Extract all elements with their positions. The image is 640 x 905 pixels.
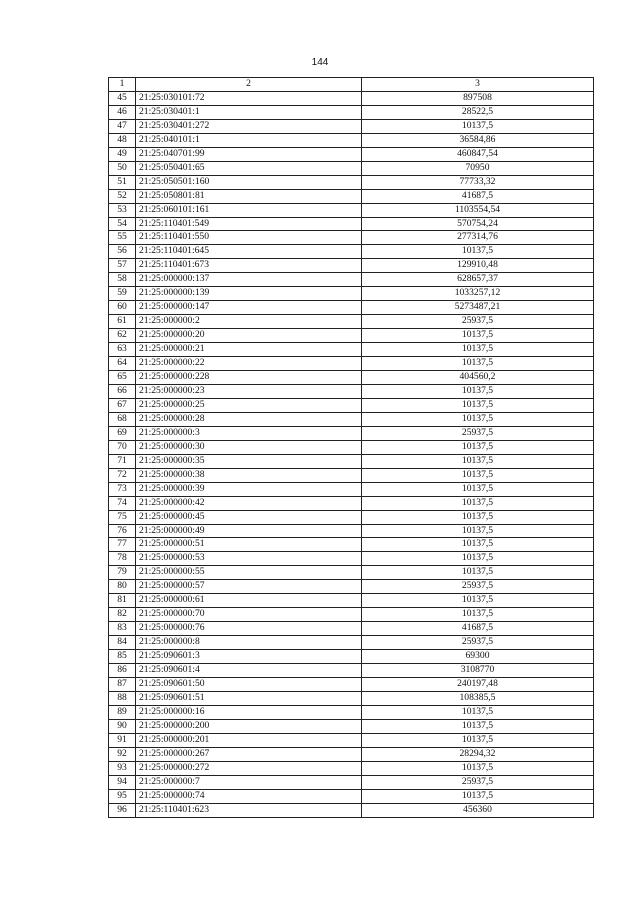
- table-row: [109, 147, 594, 161]
- row-number: 85: [109, 650, 136, 664]
- row-number: 47: [109, 119, 136, 133]
- table-row: [109, 719, 594, 733]
- row-number: 59: [109, 287, 136, 301]
- cadastral-value: 277314,76: [362, 231, 594, 245]
- table-row: [109, 468, 594, 482]
- cadastral-number: 21:25:000000:42: [136, 496, 362, 510]
- row-number: 81: [109, 594, 136, 608]
- cadastral-number: 21:25:000000:8: [136, 636, 362, 650]
- cadastral-number: 21:25:000000:20: [136, 329, 362, 343]
- row-number: 78: [109, 552, 136, 566]
- table-row: [109, 217, 594, 231]
- table-row: [109, 245, 594, 259]
- cadastral-number: 21:25:000000:45: [136, 510, 362, 524]
- table-row: [109, 301, 594, 315]
- row-number: 88: [109, 691, 136, 705]
- cadastral-number: 21:25:110401:645: [136, 245, 362, 259]
- table-row: [109, 622, 594, 636]
- row-number: 92: [109, 747, 136, 761]
- row-number: 72: [109, 468, 136, 482]
- table-row: [109, 636, 594, 650]
- table-row: [109, 440, 594, 454]
- cadastral-number: 21:25:000000:2: [136, 315, 362, 329]
- cadastral-value: 36584,86: [362, 133, 594, 147]
- cadastral-number: 21:25:000000:23: [136, 384, 362, 398]
- row-number: 83: [109, 622, 136, 636]
- table-header-row: [109, 78, 594, 92]
- row-number: 61: [109, 315, 136, 329]
- table-row: [109, 705, 594, 719]
- row-number: 96: [109, 803, 136, 817]
- row-number: 49: [109, 147, 136, 161]
- cadastral-value: 10137,5: [362, 496, 594, 510]
- table-row: [109, 482, 594, 496]
- cadastral-number: 21:25:000000:35: [136, 454, 362, 468]
- column-header-2: 2: [136, 78, 362, 92]
- table-row: [109, 343, 594, 357]
- table-row: [109, 761, 594, 775]
- row-number: 76: [109, 524, 136, 538]
- table-row: [109, 315, 594, 329]
- cadastral-number: 21:25:000000:76: [136, 622, 362, 636]
- cadastral-value: 628657,37: [362, 273, 594, 287]
- cadastral-number: 21:25:050501:160: [136, 175, 362, 189]
- cadastral-value: 41687,5: [362, 189, 594, 203]
- cadastral-number: 21:25:000000:16: [136, 705, 362, 719]
- cadastral-number: 21:25:030101:72: [136, 91, 362, 105]
- table-row: [109, 454, 594, 468]
- cadastral-number: 21:25:000000:55: [136, 566, 362, 580]
- table-row: [109, 775, 594, 789]
- cadastral-number: 21:25:090601:4: [136, 664, 362, 678]
- table-row: [109, 594, 594, 608]
- table-row: [109, 664, 594, 678]
- cadastral-number: 21:25:000000:22: [136, 357, 362, 371]
- row-number: 66: [109, 384, 136, 398]
- row-number: 80: [109, 580, 136, 594]
- row-number: 45: [109, 91, 136, 105]
- table-row: [109, 119, 594, 133]
- row-number: 70: [109, 440, 136, 454]
- cadastral-number: 21:25:090601:51: [136, 691, 362, 705]
- cadastral-number: 21:25:000000:228: [136, 371, 362, 385]
- cadastral-number: 21:25:000000:25: [136, 398, 362, 412]
- cadastral-number: 21:25:000000:267: [136, 747, 362, 761]
- row-number: 79: [109, 566, 136, 580]
- table-row: [109, 203, 594, 217]
- cadastral-value: 77733,32: [362, 175, 594, 189]
- cadastral-number: 21:25:060101:161: [136, 203, 362, 217]
- cadastral-value: 460847,54: [362, 147, 594, 161]
- row-number: 50: [109, 161, 136, 175]
- cadastral-value: 10137,5: [362, 761, 594, 775]
- cadastral-number: 21:25:040101:1: [136, 133, 362, 147]
- cadastral-number: 21:25:050801:81: [136, 189, 362, 203]
- cadastral-value: 3108770: [362, 664, 594, 678]
- cadastral-number: 21:25:000000:70: [136, 608, 362, 622]
- cadastral-number: 21:25:030401:1: [136, 105, 362, 119]
- row-number: 52: [109, 189, 136, 203]
- cadastral-number: 21:25:110401:549: [136, 217, 362, 231]
- table-row: [109, 747, 594, 761]
- row-number: 91: [109, 733, 136, 747]
- column-header-3: 3: [362, 78, 594, 92]
- row-number: 89: [109, 705, 136, 719]
- cadastral-number: 21:25:000000:200: [136, 719, 362, 733]
- page-number: 144: [311, 57, 329, 68]
- cadastral-value: 129910,48: [362, 259, 594, 273]
- cadastral-number: 21:25:000000:53: [136, 552, 362, 566]
- row-number: 48: [109, 133, 136, 147]
- table-row: [109, 524, 594, 538]
- cadastral-value: 10137,5: [362, 245, 594, 259]
- cadastral-value: 10137,5: [362, 566, 594, 580]
- row-number: 94: [109, 775, 136, 789]
- row-number: 77: [109, 538, 136, 552]
- table-row: [109, 189, 594, 203]
- cadastral-value: 10137,5: [362, 608, 594, 622]
- cadastral-value: 69300: [362, 650, 594, 664]
- row-number: 60: [109, 301, 136, 315]
- row-number: 86: [109, 664, 136, 678]
- row-number: 69: [109, 426, 136, 440]
- table-body: [109, 78, 594, 818]
- cadastral-number: 21:25:040701:99: [136, 147, 362, 161]
- cadastral-value: 10137,5: [362, 412, 594, 426]
- table-row: [109, 329, 594, 343]
- cadastral-value: 897508: [362, 91, 594, 105]
- table-row: [109, 803, 594, 817]
- row-number: 67: [109, 398, 136, 412]
- table-row: [109, 580, 594, 594]
- cadastral-value: 570754,24: [362, 217, 594, 231]
- table-row: [109, 384, 594, 398]
- cadastral-value: 5273487,21: [362, 301, 594, 315]
- cadastral-number: 21:25:000000:3: [136, 426, 362, 440]
- cadastral-value: 28522,5: [362, 105, 594, 119]
- table-row: [109, 133, 594, 147]
- cadastral-value-table: [108, 77, 594, 818]
- table-row: [109, 426, 594, 440]
- cadastral-value: 10137,5: [362, 789, 594, 803]
- table-row: [109, 677, 594, 691]
- table-row: [109, 175, 594, 189]
- cadastral-value: 10137,5: [362, 440, 594, 454]
- cadastral-number: 21:25:000000:137: [136, 273, 362, 287]
- row-number: 90: [109, 719, 136, 733]
- table-row: [109, 371, 594, 385]
- row-number: 75: [109, 510, 136, 524]
- row-number: 64: [109, 357, 136, 371]
- table-row: [109, 552, 594, 566]
- cadastral-value: 10137,5: [362, 357, 594, 371]
- table-row: [109, 510, 594, 524]
- cadastral-number: 21:25:000000:49: [136, 524, 362, 538]
- cadastral-number: 21:25:000000:38: [136, 468, 362, 482]
- cadastral-value: 10137,5: [362, 733, 594, 747]
- cadastral-value: 10137,5: [362, 384, 594, 398]
- table-row: [109, 538, 594, 552]
- cadastral-number: 21:25:000000:28: [136, 412, 362, 426]
- row-number: 53: [109, 203, 136, 217]
- row-number: 62: [109, 329, 136, 343]
- cadastral-value: 41687,5: [362, 622, 594, 636]
- column-header-1: 1: [109, 78, 136, 92]
- cadastral-number: 21:25:000000:201: [136, 733, 362, 747]
- table-row: [109, 398, 594, 412]
- row-number: 68: [109, 412, 136, 426]
- table-row: [109, 412, 594, 426]
- cadastral-number: 21:25:000000:74: [136, 789, 362, 803]
- row-number: 93: [109, 761, 136, 775]
- cadastral-value: 10137,5: [362, 719, 594, 733]
- cadastral-number: 21:25:050401:65: [136, 161, 362, 175]
- cadastral-number: 21:25:000000:61: [136, 594, 362, 608]
- cadastral-number: 21:25:090601:3: [136, 650, 362, 664]
- cadastral-value: 10137,5: [362, 454, 594, 468]
- cadastral-value: 10137,5: [362, 594, 594, 608]
- cadastral-number: 21:25:000000:30: [136, 440, 362, 454]
- row-number: 46: [109, 105, 136, 119]
- row-number: 84: [109, 636, 136, 650]
- cadastral-number: 21:25:000000:57: [136, 580, 362, 594]
- table-row: [109, 287, 594, 301]
- cadastral-number: 21:25:000000:147: [136, 301, 362, 315]
- row-number: 74: [109, 496, 136, 510]
- row-number: 71: [109, 454, 136, 468]
- row-number: 82: [109, 608, 136, 622]
- cadastral-number: 21:25:110401:623: [136, 803, 362, 817]
- row-number: 58: [109, 273, 136, 287]
- cadastral-value: 10137,5: [362, 119, 594, 133]
- cadastral-value: 10137,5: [362, 398, 594, 412]
- cadastral-number: 21:25:000000:51: [136, 538, 362, 552]
- cadastral-value: 108385,5: [362, 691, 594, 705]
- table-row: [109, 789, 594, 803]
- table-row: [109, 259, 594, 273]
- row-number: 87: [109, 677, 136, 691]
- table-row: [109, 91, 594, 105]
- row-number: 95: [109, 789, 136, 803]
- cadastral-value: 10137,5: [362, 343, 594, 357]
- cadastral-value: 25937,5: [362, 580, 594, 594]
- cadastral-value: 456360: [362, 803, 594, 817]
- cadastral-value: 10137,5: [362, 468, 594, 482]
- cadastral-value: 1103554,54: [362, 203, 594, 217]
- cadastral-number: 21:25:000000:272: [136, 761, 362, 775]
- table-row: [109, 273, 594, 287]
- cadastral-number: 21:25:000000:139: [136, 287, 362, 301]
- row-number: 55: [109, 231, 136, 245]
- cadastral-value: 10137,5: [362, 705, 594, 719]
- cadastral-value: 240197,48: [362, 677, 594, 691]
- cadastral-number: 21:25:110401:673: [136, 259, 362, 273]
- table-row: [109, 161, 594, 175]
- cadastral-number: 21:25:000000:21: [136, 343, 362, 357]
- row-number: 65: [109, 371, 136, 385]
- cadastral-value: 70950: [362, 161, 594, 175]
- cadastral-value: 10137,5: [362, 538, 594, 552]
- table-row: [109, 231, 594, 245]
- cadastral-number: 21:25:090601:50: [136, 677, 362, 691]
- cadastral-number: 21:25:000000:39: [136, 482, 362, 496]
- table-row: [109, 496, 594, 510]
- table-row: [109, 650, 594, 664]
- row-number: 54: [109, 217, 136, 231]
- table-row: [109, 733, 594, 747]
- cadastral-value: 25937,5: [362, 315, 594, 329]
- cadastral-number: 21:25:000000:7: [136, 775, 362, 789]
- cadastral-number: 21:25:110401:550: [136, 231, 362, 245]
- row-number: 51: [109, 175, 136, 189]
- cadastral-value: 25937,5: [362, 636, 594, 650]
- table-row: [109, 608, 594, 622]
- cadastral-value: 10137,5: [362, 329, 594, 343]
- cadastral-number: 21:25:030401:272: [136, 119, 362, 133]
- cadastral-value: 1033257,12: [362, 287, 594, 301]
- cadastral-value: 404560,2: [362, 371, 594, 385]
- table-row: [109, 691, 594, 705]
- cadastral-value: 10137,5: [362, 552, 594, 566]
- table-row: [109, 566, 594, 580]
- cadastral-value: 10137,5: [362, 482, 594, 496]
- cadastral-value: 28294,32: [362, 747, 594, 761]
- cadastral-value: 25937,5: [362, 775, 594, 789]
- row-number: 73: [109, 482, 136, 496]
- table-row: [109, 105, 594, 119]
- cadastral-value: 25937,5: [362, 426, 594, 440]
- cadastral-value: 10137,5: [362, 510, 594, 524]
- row-number: 56: [109, 245, 136, 259]
- row-number: 57: [109, 259, 136, 273]
- row-number: 63: [109, 343, 136, 357]
- table-row: [109, 357, 594, 371]
- cadastral-value: 10137,5: [362, 524, 594, 538]
